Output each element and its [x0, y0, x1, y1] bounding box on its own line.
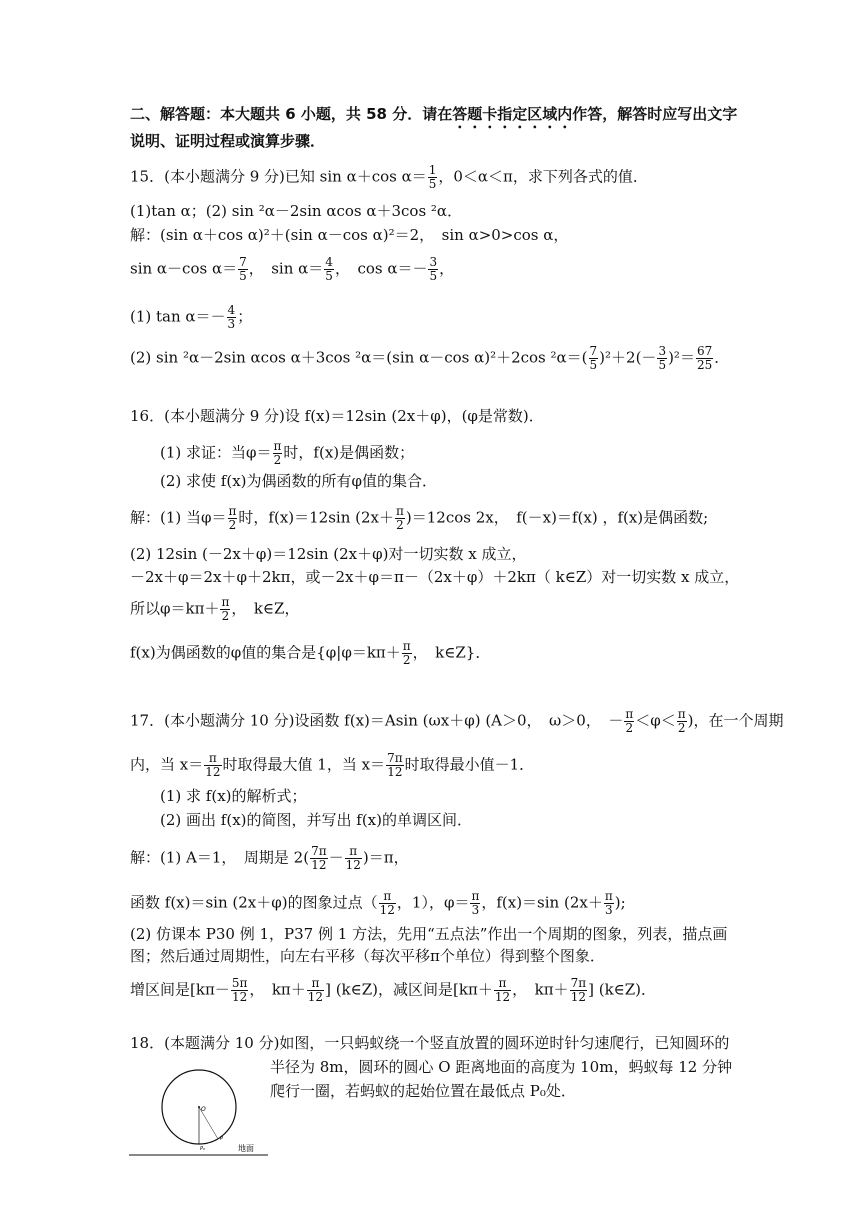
center-point	[198, 1106, 200, 1108]
q15-sol4: (2) sin ²α－2sin αcos α＋3cos ²α＝(sin α－cos α)²＋2cos ²α＝( $\frac{7}{5}$ )²＋2(－ $\frac{3}{5}$ )²＝ $\frac{67}{25}$ ．	[130, 344, 730, 372]
q17-sol4: 图；然后通过周期性，向左右平移（每次平移π个单位）得到整个图象．	[130, 947, 605, 965]
q15-sol3: (1) tan α＝－ $\frac{4}{3}$ ；	[130, 303, 253, 331]
q15-sol1: 解：(sin α＋cos α)²＋(sin α－cos α)²＝2， sin α>0>cos α，	[130, 226, 569, 244]
q15-parts: (1)tan α；(2) sin ²α－2sin αcos α＋3cos ²α．	[130, 202, 463, 220]
q17-sol1: 解：(1) A＝1， 周期是 2( $\frac{7\pi}{12}$ － $\frac{\pi}{12}$ )＝π，	[130, 844, 409, 872]
q17-sol2: 函数 f(x)＝sin (2x＋φ)的图象过点（ $\frac{\pi}{12}$ ，1），φ＝ $\frac{\pi}{3}$ ，f(x)＝sin (2x＋ $\frac{\pi}{3}$ );	[130, 889, 626, 917]
q15-title-b: ，0＜α＜π，求下列各式的值．	[438, 167, 648, 186]
section-heading-b: 作答，解答时应写出文字	[572, 105, 738, 123]
o-label: O	[201, 1106, 206, 1113]
q17-sol3: (2) 仿课本 P30 例 1，P37 例 1 方法，先用“五点法”作出一个周期的图象，列表，描点画	[130, 925, 728, 943]
q16-sol3: －2x＋φ＝2x＋φ＋2kπ，或－2x＋φ＝π－（2x＋φ）＋2kπ（ k∈Z）对一切实数 x 成立，	[130, 568, 740, 586]
q16-part2: (2) 求使 f(x)为偶函数的所有φ值的集合．	[160, 472, 438, 490]
q18-title2: 半径为 8m，圆环的圆心 O 距离地面的高度为 10m，蚂蚁每 12 分钟	[270, 1058, 733, 1076]
q17-part1: (1) 求 f(x)的解析式；	[160, 787, 307, 805]
q18-title1: 18．(本题满分 10 分)如图，一只蚂蚁绕一个竖直放置的圆环逆时针匀速爬行，已知圆环的	[130, 1034, 730, 1052]
q16-sol2: (2) 12sin (－2x＋φ)＝12sin (2x＋φ)对一切实数 x 成立，	[130, 545, 527, 563]
section-heading-c: 说明、证明过程或演算步骤．	[130, 132, 326, 150]
q16-title: 16．(本小题满分 9 分)设 f(x)＝12sin (2x＋φ)，(φ是常数)．	[130, 407, 544, 425]
ground-label: 地面	[238, 1144, 254, 1153]
p0-label: P₀	[200, 1146, 206, 1152]
q15-sol2: sin α－cos α＝ $\frac{7}{5}$ ， sin α＝ $\frac{4}{5}$ ， cos α＝－ $\frac{3}{5}$ ，	[130, 255, 455, 283]
q16-sol4: 所以φ＝kπ＋ $\frac{\pi}{2}$ ， k∈Z，	[130, 595, 300, 623]
section-heading	[130, 104, 737, 132]
q16-sol1: 解：(1) 当φ＝ $\frac{\pi}{2}$ 时，f(x)＝12sin (2x＋ $\frac{\pi}{2}$ )＝12cos 2x， f(－x)＝f(x) ，f(x)是偶函数;	[130, 504, 709, 532]
q16-sol5: f(x)为偶函数的φ值的集合是{φ|φ＝kπ＋ $\frac{\pi}{2}$ ， k∈Z}．	[130, 639, 491, 667]
q17-title2: 内，当 x＝ $\frac{\pi}{12}$ 时取得最大值 1，当 x＝ $\frac{7\pi}{12}$ 时取得最小值－1．	[130, 751, 535, 779]
q15-title-a: 15．(本小题满分 9 分)已知 sin α＋cos α＝	[130, 167, 427, 186]
q17-sol5: 增区间是[kπ－ $\frac{5\pi}{12}$ ， kπ＋ $\frac{\pi}{12}$ ] (k∈Z)，减区间是[kπ＋ $\frac{\pi}{12}$ ， kπ＋ $\frac{7\pi}{12}$ ] (k∈Z)．	[130, 976, 657, 1004]
q18-title3: 爬行一圈，若蚂蚁的起始位置在最低点 P₀处．	[270, 1082, 576, 1100]
q17-part2: (2) 画出 f(x)的简图，并写出 f(x)的单调区间．	[160, 811, 472, 829]
section-heading-dots: 答题卡指定区域内	[452, 105, 573, 123]
q18-figure	[125, 1062, 270, 1162]
q17-title1: 17．(本小题满分 10 分)设函数 f(x)＝Asin (ωx＋φ) (A＞0， ω＞0， － $\frac{\pi}{2}$ ＜φ＜ $\frac{\pi}{2}$ )，在一个周期	[130, 707, 784, 735]
q16-part1: (1) 求证：当φ＝ $\frac{\pi}{2}$ 时，f(x)是偶函数；	[160, 439, 415, 467]
p-label: P	[220, 1136, 224, 1142]
q15-title-frac: $\frac{1}{5}$	[428, 163, 437, 191]
q15-title	[130, 164, 648, 191]
section-heading-a: 二、解答题：本大题共 6 小题，共 58 分．请在	[130, 105, 453, 123]
